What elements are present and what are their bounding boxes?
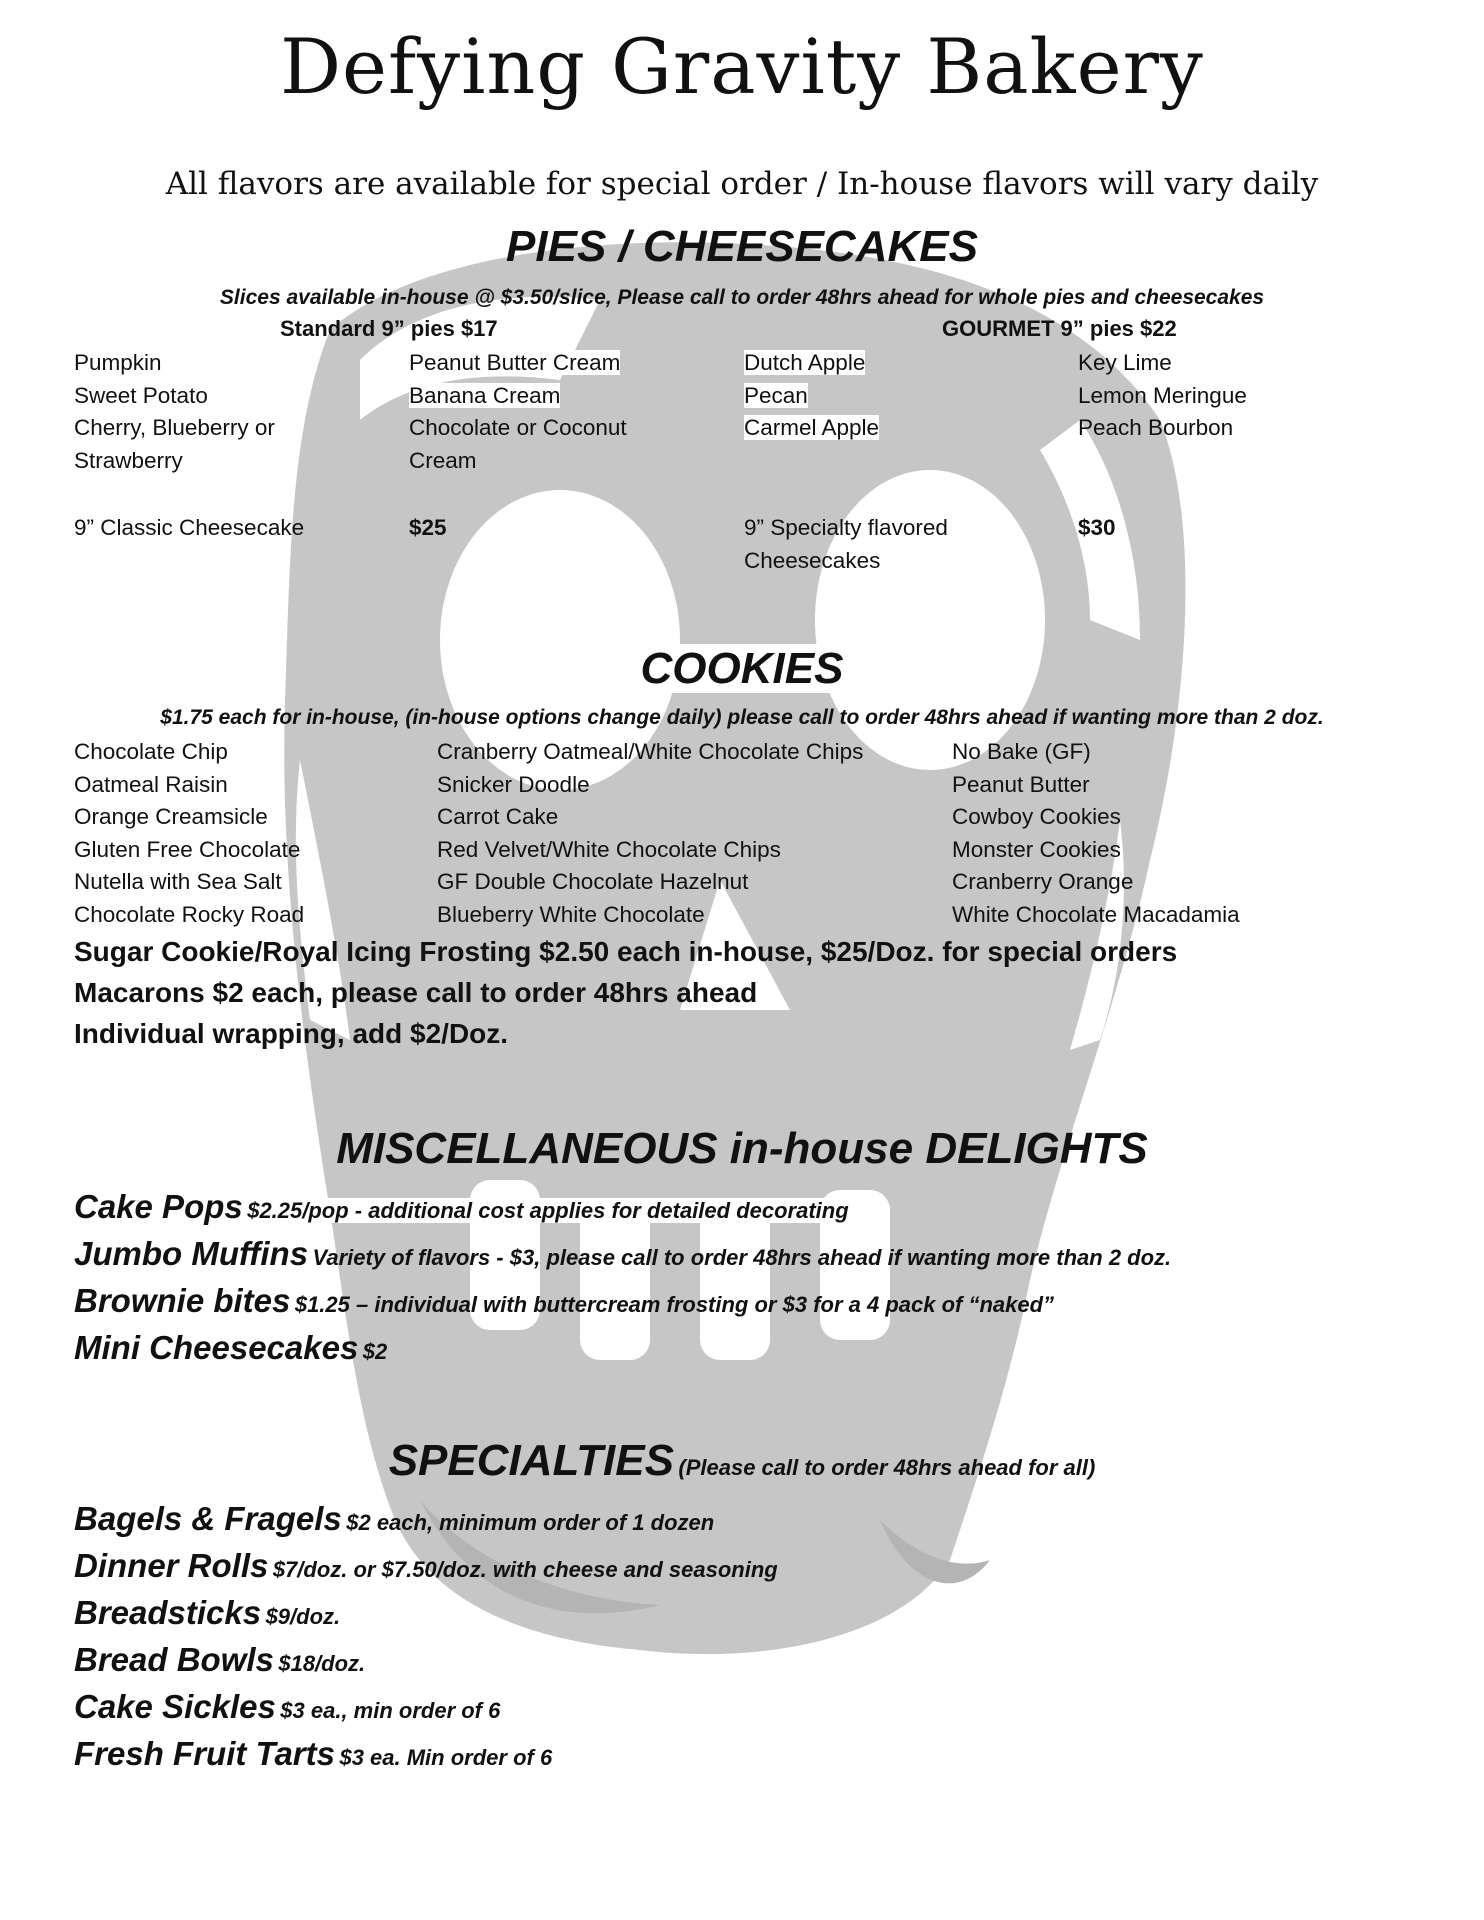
list-item: GF Double Chocolate Hazelnut: [437, 869, 749, 894]
item-desc: $3 ea., min order of 6: [280, 1698, 501, 1723]
list-item: Peanut Butter: [952, 771, 1090, 797]
subtitle: All flavors are available for special order / In-house flavors will vary daily: [165, 166, 1319, 202]
list-item: Oatmeal Raisin: [74, 771, 228, 797]
item-name: Cake Pops: [74, 1188, 243, 1225]
list-item: Sweet Potato: [74, 382, 208, 408]
list-item: Cranberry Orange: [952, 869, 1134, 894]
list-item: Nutella with Sea Salt: [74, 869, 282, 894]
specialties-heading-row: [0, 1436, 1484, 1486]
pies-column-1: [74, 347, 344, 477]
pies-note: Slices available in-house @ $3.50/slice, Please call to order 48hrs ahead for whole pies and cheesecakes: [219, 286, 1265, 309]
list-item: [74, 1329, 387, 1367]
classic-cheesecake-price: $25: [409, 515, 447, 540]
list-item: Carrot Cake: [437, 804, 559, 829]
specialty-cheesecake-price: $30: [1078, 515, 1116, 540]
cookies-column-2: [437, 736, 863, 931]
specialty-cheesecake-label: 9” Specialty flavored Cheesecakes: [744, 515, 948, 573]
list-item: Carmel Apple: [744, 415, 880, 440]
list-item: Cherry, Blueberry or Strawberry: [74, 415, 275, 473]
specialties-heading: SPECIALTIES: [388, 1436, 674, 1485]
item-desc: $1.25 – individual with buttercream frosting or $3 for a 4 pack of “naked”: [294, 1292, 1055, 1317]
list-item: [74, 1735, 552, 1773]
gourmet-pies-header: GOURMET 9” pies $22: [942, 316, 1177, 341]
list-item: Key Lime: [1078, 350, 1172, 375]
list-item: [74, 1594, 340, 1632]
wrapping-line: Individual wrapping, add $2/Doz.: [74, 1018, 509, 1049]
pies-heading: PIES / CHEESECAKES: [506, 222, 978, 271]
classic-cheesecake-label: 9” Classic Cheesecake: [74, 515, 305, 540]
list-item: Lemon Meringue: [1078, 382, 1247, 408]
item-desc: $9/doz.: [265, 1604, 341, 1629]
pies-column-2: [409, 347, 679, 477]
cookies-heading: [0, 644, 1484, 694]
pies-column-4: [1078, 347, 1247, 445]
item-name: Fresh Fruit Tarts: [74, 1735, 335, 1772]
list-item: Pecan: [744, 382, 808, 408]
cookies-column-1: [74, 736, 304, 931]
item-name: Bagels & Fragels: [74, 1500, 342, 1537]
list-item: Banana Cream: [409, 382, 561, 408]
page-title: Defying Gravity Bakery: [280, 22, 1204, 111]
list-item: [74, 1641, 365, 1679]
item-name: Breadsticks: [74, 1594, 262, 1631]
item-desc: $3 ea. Min order of 6: [339, 1745, 553, 1770]
list-item: Pumpkin: [74, 350, 162, 375]
item-name: Jumbo Muffins: [74, 1235, 309, 1272]
item-desc: Variety of flavors - $3, please call to order 48hrs ahead if wanting more than 2 doz.: [312, 1245, 1172, 1270]
list-item: Peach Bourbon: [1078, 415, 1234, 440]
list-item: Blueberry White Chocolate: [437, 901, 705, 927]
list-item: [74, 1235, 1171, 1273]
list-item: Gluten Free Chocolate: [74, 836, 301, 862]
list-item: [74, 1188, 849, 1226]
item-desc: $2: [362, 1339, 388, 1364]
item-name: Mini Cheesecakes: [74, 1329, 359, 1366]
macarons-line: Macarons $2 each, please call to order 48hrs ahead: [74, 977, 758, 1008]
cookies-column-3: [952, 736, 1240, 931]
standard-pies-header: Standard 9” pies $17: [280, 316, 498, 341]
list-item: [74, 1282, 1054, 1320]
item-name: Brownie bites: [74, 1282, 291, 1319]
list-item: Dutch Apple: [744, 350, 866, 375]
list-item: Orange Creamsicle: [74, 804, 268, 829]
list-item: Cowboy Cookies: [952, 804, 1121, 829]
list-item: [74, 1547, 778, 1585]
item-desc: $7/doz. or $7.50/doz. with cheese and seasoning: [272, 1557, 778, 1582]
list-item: Chocolate or Coconut Cream: [409, 415, 627, 473]
list-item: Red Velvet/White Chocolate Chips: [437, 836, 781, 862]
item-desc: $2 each, minimum order of 1 dozen: [346, 1510, 715, 1535]
list-item: Chocolate Chip: [74, 739, 228, 764]
list-item: Chocolate Rocky Road: [74, 901, 305, 927]
list-item: White Chocolate Macadamia: [952, 901, 1240, 927]
item-name: Cake Sickles: [74, 1688, 276, 1725]
list-item: Snicker Doodle: [437, 771, 590, 797]
sugar-cookie-line: Sugar Cookie/Royal Icing Frosting $2.50 each in-house, $25/Doz. for special orders: [74, 936, 1178, 967]
cookies-heading-text: COOKIES: [640, 644, 844, 693]
item-desc: $2.25/pop - additional cost applies for detailed decorating: [247, 1198, 849, 1223]
item-desc: $18/doz.: [278, 1651, 366, 1676]
list-item: No Bake (GF): [952, 739, 1091, 764]
list-item: [74, 1500, 714, 1538]
list-item: Peanut Butter Cream: [409, 350, 621, 375]
specialties-note: (Please call to order 48hrs ahead for all): [678, 1455, 1096, 1480]
item-name: Bread Bowls: [74, 1641, 274, 1678]
misc-heading: MISCELLANEOUS in-house DELIGHTS: [336, 1124, 1148, 1173]
item-name: Dinner Rolls: [74, 1547, 269, 1584]
list-item: Cranberry Oatmeal/White Chocolate Chips: [437, 739, 864, 764]
list-item: Monster Cookies: [952, 836, 1121, 862]
list-item: [74, 1688, 500, 1726]
cookies-note: $1.75 each for in-house, (in-house options change daily) please call to order 48hrs ahead if wanting more than 2 doz.: [160, 706, 1324, 729]
pies-column-3: [744, 347, 879, 445]
